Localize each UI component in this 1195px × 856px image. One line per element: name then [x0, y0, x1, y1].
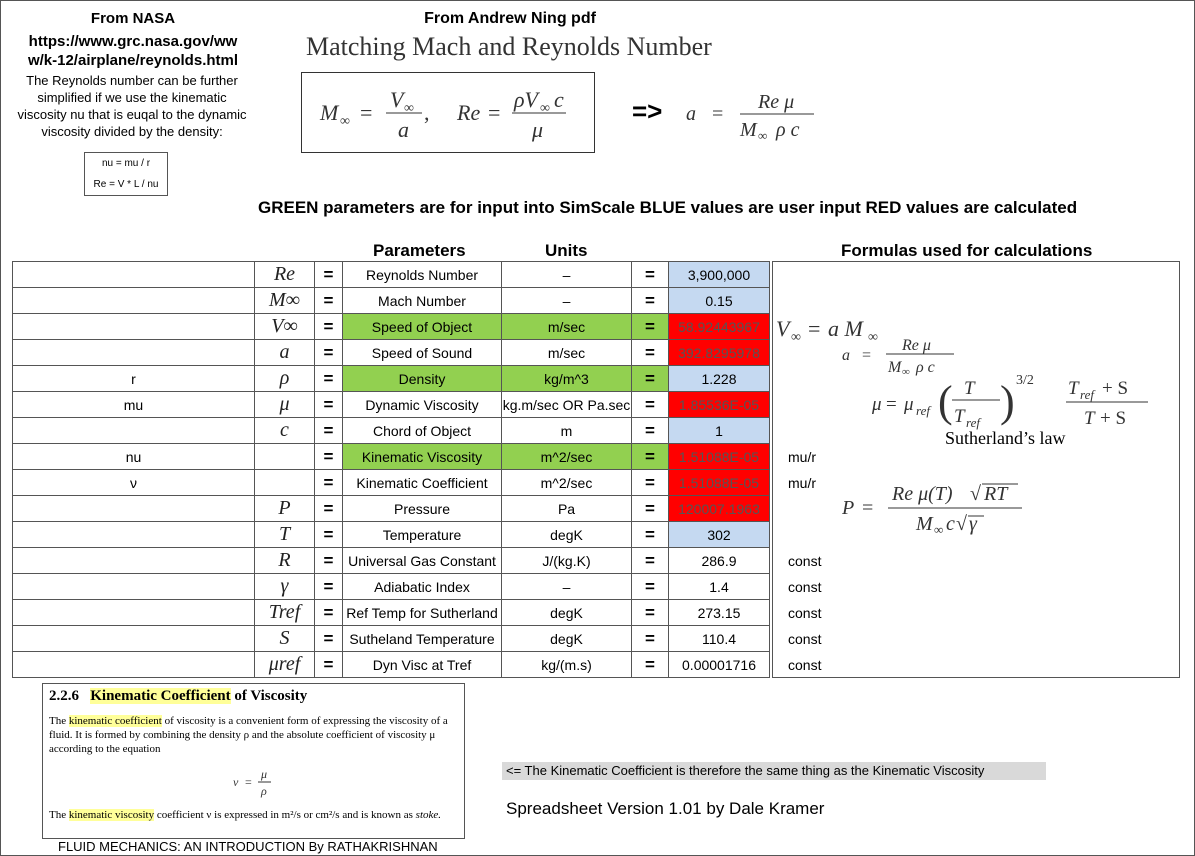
row-unit: degK [502, 600, 632, 626]
row-value[interactable]: 0.15 [669, 288, 770, 314]
row-symbol: γ [255, 574, 315, 600]
row-value[interactable]: 58.92443967 [669, 314, 770, 340]
svg-text:Re: Re [457, 100, 481, 125]
row-symbol: R [255, 548, 315, 574]
row-value[interactable]: 1.51088E-05 [669, 470, 770, 496]
row-equals: = [315, 262, 343, 288]
svg-text:+ S: + S [1100, 408, 1127, 429]
header-parameters: Parameters [373, 241, 466, 260]
row-equals: = [315, 418, 343, 444]
header-formulas: Formulas used for calculations [841, 241, 1093, 260]
excerpt-heading: 2.2.6 Kinematic Coefficient of Viscosity [49, 688, 308, 704]
row-symbol: Tref [255, 600, 315, 626]
row-equals: = [315, 444, 343, 470]
row-parameter-name: Dyn Visc at Tref [343, 652, 502, 678]
textbook-excerpt [42, 683, 465, 839]
row-equals-2: = [632, 340, 669, 366]
excerpt-highlight-kinematic-coefficient: kinematic coefficient [68, 715, 162, 727]
row-note: const [788, 578, 822, 595]
row-unit: – [502, 262, 632, 288]
row-note: const [788, 604, 822, 621]
row-unit: – [502, 288, 632, 314]
excerpt-caption: FLUID MECHANICS: AN INTRODUCTION By RATHAKRISHNAN [58, 839, 438, 854]
svg-text:M: M [320, 100, 339, 125]
speed-of-sound-equation [684, 88, 834, 149]
svg-text:√: √ [970, 483, 981, 505]
row-left-label [13, 548, 255, 574]
nasa-formula-re: Re = V * L / nu [93, 179, 159, 190]
svg-text:=: = [862, 497, 874, 519]
svg-text:P: P [842, 497, 855, 519]
row-note: mu/r [788, 448, 816, 465]
nasa-url-line2: w/k-12/airplane/reynolds.html [27, 52, 239, 69]
svg-text:Re μ(T): Re μ(T) [892, 483, 953, 505]
svg-text:ref: ref [916, 403, 930, 418]
svg-text:T: T [964, 378, 975, 399]
svg-text:a: a [686, 103, 696, 125]
nasa-description: The Reynolds number can be further simplified if we use the kinematic viscosity nu that is euqal to the dynamic viscosity divided by the density: [17, 73, 247, 139]
row-equals-2: = [632, 522, 669, 548]
row-unit: J/(kg.K) [502, 548, 632, 574]
row-symbol: V∞ [255, 314, 315, 340]
svg-text:ν: ν [233, 775, 239, 789]
parameter-table [12, 261, 870, 678]
svg-text:V: V [776, 316, 790, 341]
row-left-label: r [13, 366, 255, 392]
row-symbol: T [255, 522, 315, 548]
parameter-row [13, 522, 870, 548]
implies-arrow: => [632, 96, 663, 126]
row-symbol: a [255, 340, 315, 366]
row-note: mu/r [788, 474, 816, 491]
row-parameter-name: Temperature [343, 522, 502, 548]
row-value[interactable]: 0.00001716 [669, 652, 770, 678]
nasa-formula-box [84, 152, 168, 196]
svg-text:∞: ∞ [404, 101, 414, 116]
row-equals-2: = [632, 626, 669, 652]
svg-text:ρ: ρ [261, 784, 267, 798]
row-unit: kg/(m.s) [502, 652, 632, 678]
mach-reynolds-equations [302, 73, 594, 152]
row-parameter-name: Sutheland Temperature [343, 626, 502, 652]
svg-text:ρ c: ρ c [776, 119, 800, 141]
svg-text:ρV: ρV [514, 87, 538, 112]
row-unit: kg.m/sec OR Pa.sec [502, 392, 632, 418]
row-left-label: nu [13, 444, 255, 470]
row-note: const [788, 630, 822, 647]
parameter-row [13, 470, 870, 496]
row-equals-2: = [632, 548, 669, 574]
row-equals: = [315, 548, 343, 574]
parameter-row [13, 444, 870, 470]
svg-text:μ: μ [261, 767, 268, 781]
parameter-row [13, 496, 870, 522]
parameter-row [13, 548, 870, 574]
svg-text:): ) [1000, 377, 1015, 426]
row-parameter-name: Reynolds Number [343, 262, 502, 288]
mach-reynolds-equation-box [301, 72, 595, 153]
svg-text:c: c [946, 513, 955, 535]
row-symbol: μref [255, 652, 315, 678]
nasa-url[interactable] [15, 32, 251, 70]
row-left-label [13, 626, 255, 652]
svg-text:c: c [554, 87, 564, 112]
row-equals-2: = [632, 262, 669, 288]
row-parameter-name: Dynamic Viscosity [343, 392, 502, 418]
row-value[interactable]: 286.9 [669, 548, 770, 574]
excerpt-highlight-kinematic-viscosity: kinematic viscosity [68, 809, 155, 821]
nasa-formula-nu: nu = mu / r [101, 158, 151, 169]
row-value[interactable]: 1 [669, 418, 770, 444]
row-parameter-name: Speed of Sound [343, 340, 502, 366]
row-left-label [13, 496, 255, 522]
svg-text:=: = [488, 100, 501, 125]
row-equals: = [315, 470, 343, 496]
svg-text:M: M [740, 119, 757, 141]
row-symbol: μ [255, 392, 315, 418]
row-equals-2: = [632, 418, 669, 444]
svg-text:μ: μ [872, 394, 882, 415]
nasa-url-line1: https://www.grc.nasa.gov/ww [28, 33, 238, 50]
row-symbol [255, 444, 315, 470]
svg-text:∞: ∞ [758, 128, 768, 143]
row-symbol: ρ [255, 366, 315, 392]
svg-text:3/2: 3/2 [1016, 373, 1034, 388]
svg-text:μ: μ [532, 117, 544, 142]
row-equals: = [315, 600, 343, 626]
svg-text:a M: a M [828, 316, 863, 341]
color-legend: GREEN parameters are for input into SimScale BLUE values are user input RED values are calculated [258, 198, 1078, 217]
row-note: const [788, 552, 822, 569]
row-equals: = [315, 314, 343, 340]
row-symbol: c [255, 418, 315, 444]
svg-text:+ S: + S [1102, 378, 1129, 399]
svg-text:∞: ∞ [868, 330, 878, 344]
row-equals: = [315, 626, 343, 652]
row-left-label [13, 262, 255, 288]
row-value[interactable]: 1.4 [669, 574, 770, 600]
row-unit: – [502, 574, 632, 600]
svg-text:,: , [424, 100, 430, 125]
row-left-label [13, 574, 255, 600]
row-parameter-name: Pressure [343, 496, 502, 522]
svg-text:=: = [712, 103, 724, 125]
row-value[interactable]: 1.228 [669, 366, 770, 392]
svg-text:∞: ∞ [340, 114, 350, 129]
row-symbol [255, 470, 315, 496]
ning-heading: Matching Mach and Reynolds Number [306, 32, 712, 61]
row-equals-2: = [632, 600, 669, 626]
row-parameter-name: Universal Gas Constant [343, 548, 502, 574]
row-unit: m [502, 418, 632, 444]
parameter-row [13, 392, 870, 418]
row-equals: = [315, 340, 343, 366]
row-unit: m^2/sec [502, 470, 632, 496]
svg-text:=: = [862, 347, 872, 364]
excerpt-paragraph-2: The kinematic viscosity coefficient ν is expressed in m²/s or cm²/s and is known as stoke. [49, 809, 442, 821]
row-equals: = [315, 574, 343, 600]
row-value[interactable]: 3,900,000 [669, 262, 770, 288]
svg-text:ref: ref [966, 415, 980, 430]
row-unit: m/sec [502, 340, 632, 366]
svg-text:V: V [390, 87, 404, 112]
parameter-row [13, 340, 870, 366]
svg-text:μ: μ [904, 394, 914, 415]
row-left-label [13, 652, 255, 678]
row-equals-2: = [632, 470, 669, 496]
svg-text:(: ( [938, 377, 953, 426]
row-equals-2: = [632, 392, 669, 418]
row-value[interactable]: 392.8295978 [669, 340, 770, 366]
row-value[interactable]: 120007.1963 [669, 496, 770, 522]
row-parameter-name: Adiabatic Index [343, 574, 502, 600]
parameter-row [13, 600, 870, 626]
svg-text:M: M [888, 359, 902, 376]
svg-text:a: a [842, 347, 850, 364]
row-equals-2: = [632, 652, 669, 678]
svg-text:ρ c: ρ c [916, 359, 935, 376]
row-parameter-name: Kinematic Viscosity [343, 444, 502, 470]
row-parameter-name: Density [343, 366, 502, 392]
row-equals-2: = [632, 366, 669, 392]
row-unit: m/sec [502, 314, 632, 340]
row-parameter-name: Kinematic Coefficient [343, 470, 502, 496]
row-parameter-name: Ref Temp for Sutherland [343, 600, 502, 626]
row-left-label [13, 522, 255, 548]
svg-text:√: √ [956, 513, 967, 535]
svg-text:Re μ: Re μ [902, 337, 931, 354]
row-equals: = [315, 652, 343, 678]
row-symbol: Re [255, 262, 315, 288]
parameter-row [13, 652, 870, 678]
row-left-label [13, 288, 255, 314]
kinematic-note: <= The Kinematic Coefficient is therefore the same thing as the Kinematic Viscosity [502, 762, 1046, 780]
row-equals: = [315, 288, 343, 314]
row-left-label [13, 340, 255, 366]
parameter-row [13, 574, 870, 600]
parameter-row [13, 626, 870, 652]
row-equals-2: = [632, 496, 669, 522]
row-unit: degK [502, 522, 632, 548]
header-units: Units [545, 241, 588, 260]
row-symbol: P [255, 496, 315, 522]
row-equals-2: = [632, 314, 669, 340]
row-unit: degK [502, 626, 632, 652]
svg-text:RT: RT [984, 483, 1008, 505]
excerpt-paragraph-1: The kinematic coefficient of viscosity is a convenient form of expressing the viscosity of a fluid. It is formed by combining the density ρ and the absolute coefficient of viscosity μ according to the equation [49, 715, 448, 755]
excerpt-heading-highlight: Kinematic Coefficient [90, 688, 231, 704]
row-value[interactable]: 302 [669, 522, 770, 548]
row-left-label [13, 600, 255, 626]
row-value[interactable]: 1.85536E-05 [669, 392, 770, 418]
svg-text:=: = [245, 775, 252, 789]
svg-text:ref: ref [1080, 387, 1094, 402]
parameter-row [13, 262, 870, 288]
version-label: Spreadsheet Version 1.01 by Dale Kramer [506, 799, 825, 818]
excerpt-equation [233, 766, 293, 806]
parameter-row [13, 288, 870, 314]
svg-text:∞: ∞ [540, 101, 550, 116]
row-equals: = [315, 366, 343, 392]
row-parameter-name: Speed of Object [343, 314, 502, 340]
row-equals-2: = [632, 288, 669, 314]
formula-pressure [842, 480, 1032, 546]
row-left-label [13, 418, 255, 444]
svg-text:T: T [954, 406, 965, 427]
row-unit: kg/m^3 [502, 366, 632, 392]
svg-text:∞: ∞ [902, 366, 910, 378]
row-left-label: ν [13, 470, 255, 496]
row-note: const [788, 656, 822, 673]
row-equals-2: = [632, 574, 669, 600]
row-value[interactable]: 1.51088E-05 [669, 444, 770, 470]
svg-text:∞: ∞ [934, 522, 944, 537]
svg-text:T: T [1068, 378, 1079, 399]
svg-text:Re μ: Re μ [758, 91, 795, 113]
row-value[interactable]: 273.15 [669, 600, 770, 626]
parameter-row [13, 418, 870, 444]
row-symbol: S [255, 626, 315, 652]
svg-text:=: = [808, 316, 821, 341]
row-left-label [13, 314, 255, 340]
sutherland-label: Sutherland’s law [945, 428, 1066, 448]
row-left-label: mu [13, 392, 255, 418]
svg-text:=: = [886, 394, 897, 415]
ning-title: From Andrew Ning pdf [424, 10, 596, 27]
svg-text:T: T [1084, 408, 1095, 429]
svg-text:M: M [916, 513, 933, 535]
row-equals: = [315, 522, 343, 548]
svg-text:a: a [398, 117, 409, 142]
row-symbol: M∞ [255, 288, 315, 314]
row-parameter-name: Mach Number [343, 288, 502, 314]
row-unit: m^2/sec [502, 444, 632, 470]
parameter-row [13, 366, 870, 392]
svg-text:∞: ∞ [791, 330, 801, 344]
svg-text:=: = [360, 100, 373, 125]
row-equals: = [315, 496, 343, 522]
row-parameter-name: Chord of Object [343, 418, 502, 444]
row-equals-2: = [632, 444, 669, 470]
nasa-title: From NASA [90, 10, 176, 27]
svg-text:γ: γ [969, 513, 977, 535]
parameter-row [13, 314, 870, 340]
row-unit: Pa [502, 496, 632, 522]
row-equals: = [315, 392, 343, 418]
row-value[interactable]: 110.4 [669, 626, 770, 652]
